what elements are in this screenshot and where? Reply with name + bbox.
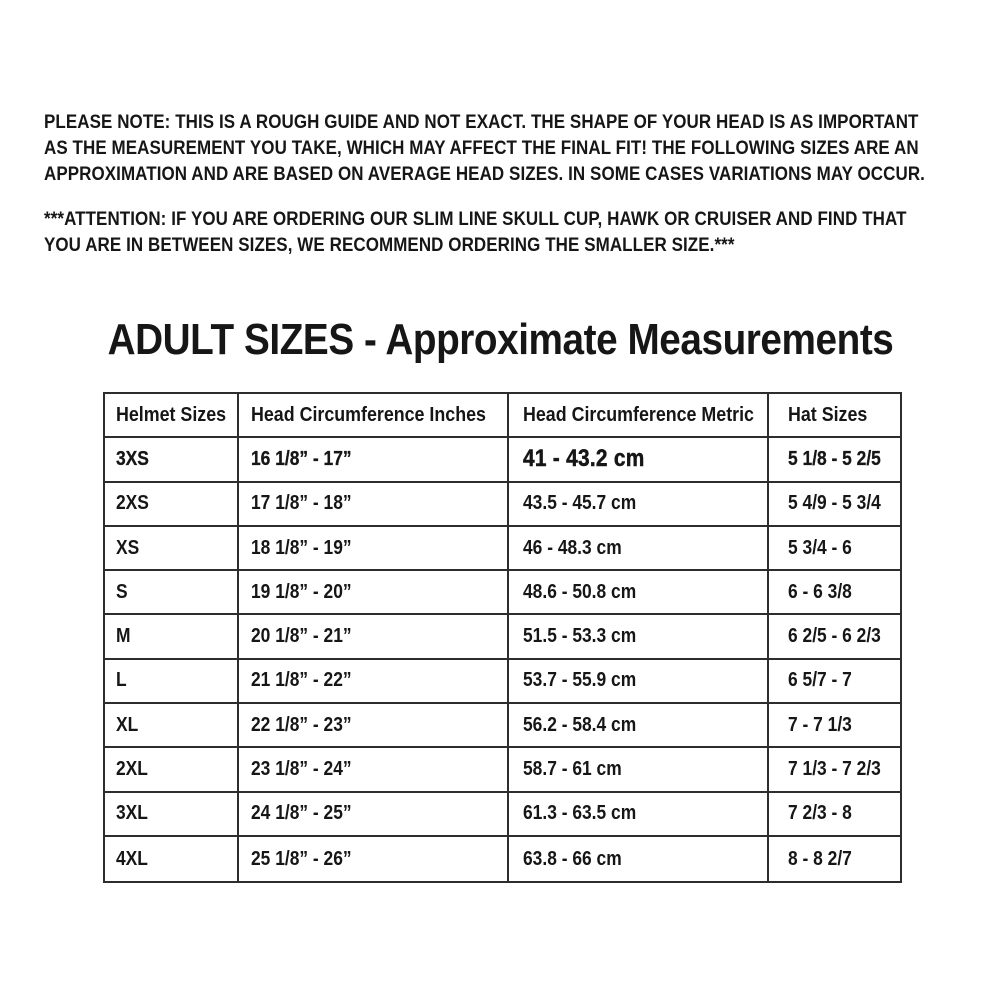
inches-value: 24 1/8” - 25” bbox=[251, 802, 352, 825]
helmet-size-cell bbox=[105, 660, 239, 704]
metric-cell bbox=[509, 660, 769, 704]
hat-size-value: 5 4/9 - 5 3/4 bbox=[788, 492, 881, 515]
helmet-size-value: XS bbox=[116, 536, 140, 559]
helmet-size-value: 2XL bbox=[116, 758, 148, 781]
helmet-size-value: L bbox=[116, 669, 127, 692]
metric-value: 41 - 43.2 cm bbox=[523, 445, 645, 473]
attention-line-2: YOU ARE IN BETWEEN SIZES, WE RECOMMEND ORDERING THE SMALLER SIZE.*** bbox=[44, 234, 735, 256]
inches-value: 17 1/8” - 18” bbox=[251, 492, 352, 515]
helmet-size-cell bbox=[105, 837, 239, 881]
hat-size-cell bbox=[769, 571, 900, 615]
helmet-size-cell bbox=[105, 483, 239, 527]
metric-value: 43.5 - 45.7 cm bbox=[523, 492, 637, 515]
inches-value: 19 1/8” - 20” bbox=[251, 580, 352, 603]
metric-value: 46 - 48.3 cm bbox=[523, 536, 622, 559]
column-header-metric-label: Head Circumference Metric bbox=[523, 403, 754, 427]
hat-size-value: 6 2/5 - 6 2/3 bbox=[788, 625, 881, 648]
inches-cell bbox=[239, 483, 509, 527]
metric-value: 51.5 - 53.3 cm bbox=[523, 625, 637, 648]
helmet-size-value: 2XS bbox=[116, 492, 149, 515]
hat-size-value: 5 1/8 - 5 2/5 bbox=[788, 447, 881, 470]
inches-value: 21 1/8” - 22” bbox=[251, 669, 352, 692]
helmet-size-value: 3XS bbox=[116, 447, 149, 470]
inches-value: 25 1/8” - 26” bbox=[251, 847, 352, 870]
hat-size-cell bbox=[769, 660, 900, 704]
helmet-size-cell bbox=[105, 571, 239, 615]
helmet-size-cell bbox=[105, 615, 239, 659]
helmet-size-cell bbox=[105, 438, 239, 482]
metric-cell bbox=[509, 837, 769, 881]
helmet-size-cell bbox=[105, 793, 239, 837]
notice-line-1: PLEASE NOTE: THIS IS A ROUGH GUIDE AND NOT EXACT. THE SHAPE OF YOUR HEAD IS AS IMPORTANT bbox=[44, 111, 919, 133]
helmet-size-cell bbox=[105, 704, 239, 748]
inches-cell bbox=[239, 704, 509, 748]
helmet-size-value: XL bbox=[116, 713, 139, 736]
metric-value: 48.6 - 50.8 cm bbox=[523, 580, 637, 603]
inches-cell bbox=[239, 837, 509, 881]
helmet-size-value: S bbox=[116, 580, 128, 603]
helmet-size-value: 4XL bbox=[116, 847, 148, 870]
hat-size-cell bbox=[769, 793, 900, 837]
metric-cell bbox=[509, 748, 769, 792]
hat-size-cell bbox=[769, 483, 900, 527]
metric-cell bbox=[509, 793, 769, 837]
column-header-hat-sizes-label: Hat Sizes bbox=[788, 403, 868, 427]
hat-size-value: 6 - 6 3/8 bbox=[788, 580, 852, 603]
inches-cell bbox=[239, 748, 509, 792]
helmet-size-value: M bbox=[116, 625, 131, 648]
inches-cell bbox=[239, 615, 509, 659]
column-header-hat-sizes bbox=[769, 394, 900, 438]
inches-value: 23 1/8” - 24” bbox=[251, 758, 352, 781]
metric-value: 58.7 - 61 cm bbox=[523, 758, 622, 781]
inches-value: 18 1/8” - 19” bbox=[251, 536, 352, 559]
inches-value: 16 1/8” - 17” bbox=[251, 447, 352, 470]
metric-cell bbox=[509, 571, 769, 615]
hat-size-value: 8 - 8 2/7 bbox=[788, 847, 852, 870]
metric-value: 56.2 - 58.4 cm bbox=[523, 713, 637, 736]
hat-size-value: 7 2/3 - 8 bbox=[788, 802, 852, 825]
inches-value: 20 1/8” - 21” bbox=[251, 625, 352, 648]
column-header-helmet-sizes-label: Helmet Sizes bbox=[116, 403, 227, 427]
inches-cell bbox=[239, 571, 509, 615]
attention-line-1: ***ATTENTION: IF YOU ARE ORDERING OUR SLIM LINE SKULL CUP, HAWK OR CRUISER AND FIND THAT bbox=[44, 208, 907, 230]
hat-size-value: 6 5/7 - 7 bbox=[788, 669, 852, 692]
notice-line-2: AS THE MEASUREMENT YOU TAKE, WHICH MAY AFFECT THE FINAL FIT! THE FOLLOWING SIZES ARE AN bbox=[44, 137, 919, 159]
hat-size-value: 5 3/4 - 6 bbox=[788, 536, 852, 559]
metric-value: 63.8 - 66 cm bbox=[523, 847, 622, 870]
hat-size-cell bbox=[769, 837, 900, 881]
metric-value: 53.7 - 55.9 cm bbox=[523, 669, 637, 692]
column-header-helmet-sizes bbox=[105, 394, 239, 438]
helmet-size-cell bbox=[105, 748, 239, 792]
inches-cell bbox=[239, 438, 509, 482]
column-header-metric bbox=[509, 394, 769, 438]
inches-cell bbox=[239, 660, 509, 704]
inches-cell bbox=[239, 527, 509, 571]
notice-line-3: APPROXIMATION AND ARE BASED ON AVERAGE HEAD SIZES. IN SOME CASES VARIATIONS MAY OCCUR. bbox=[44, 163, 925, 185]
page-title bbox=[0, 314, 1000, 366]
adult-sizes-table bbox=[103, 392, 902, 883]
hat-size-cell bbox=[769, 704, 900, 748]
helmet-size-cell bbox=[105, 527, 239, 571]
hat-size-cell bbox=[769, 748, 900, 792]
attention-paragraph bbox=[44, 206, 1000, 258]
metric-cell bbox=[509, 483, 769, 527]
metric-cell bbox=[509, 527, 769, 571]
inches-cell bbox=[239, 793, 509, 837]
inches-value: 22 1/8” - 23” bbox=[251, 713, 352, 736]
hat-size-cell bbox=[769, 615, 900, 659]
page-title-text: ADULT SIZES - Approximate Measurements bbox=[107, 315, 893, 364]
column-header-inches bbox=[239, 394, 509, 438]
hat-size-cell bbox=[769, 438, 900, 482]
hat-size-cell bbox=[769, 527, 900, 571]
please-note-paragraph bbox=[44, 109, 1000, 187]
metric-value: 61.3 - 63.5 cm bbox=[523, 802, 637, 825]
metric-cell bbox=[509, 438, 769, 482]
column-header-inches-label: Head Circumference Inches bbox=[251, 403, 486, 427]
helmet-size-value: 3XL bbox=[116, 802, 148, 825]
hat-size-value: 7 - 7 1/3 bbox=[788, 713, 852, 736]
hat-size-value: 7 1/3 - 7 2/3 bbox=[788, 758, 881, 781]
metric-cell bbox=[509, 704, 769, 748]
metric-cell bbox=[509, 615, 769, 659]
